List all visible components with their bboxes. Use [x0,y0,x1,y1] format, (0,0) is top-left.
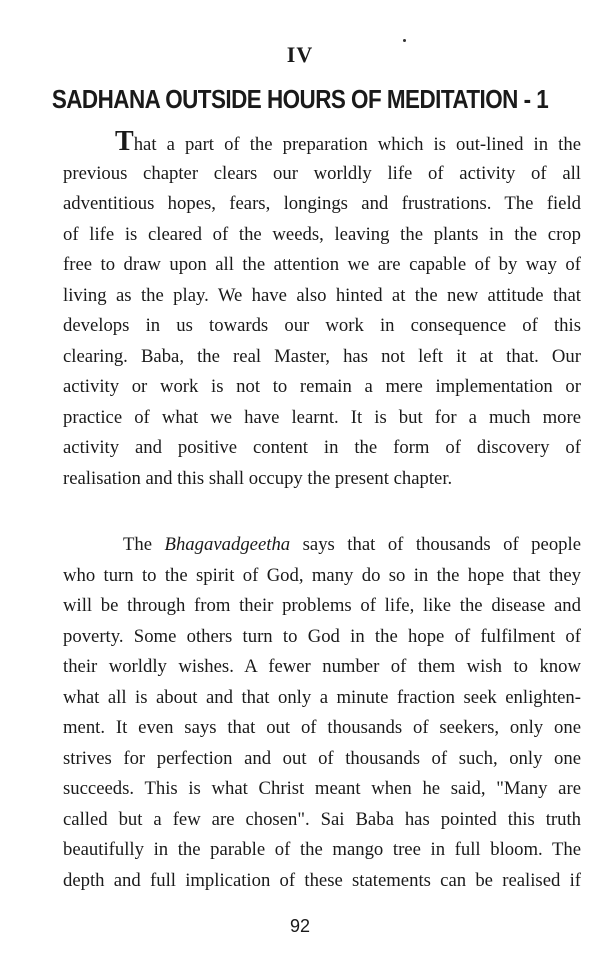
line-text: says that of thousands of people [290,534,581,555]
paragraph-line: realisation and this shall occupy the present chapter. [63,467,453,489]
paragraph-line: of life is cleared of the weeds, leaving the plants in the crop [63,223,581,245]
paragraph-line: ment. It even says that out of thousands of seekers, only one [63,717,581,738]
line-text: hat a part of the preparation which is out-lined in the [133,134,581,155]
paragraph-line [63,128,581,159]
paragraph-line: their worldly wishes. A fewer number of them wish to know [63,656,581,677]
drop-cap: T [115,126,134,157]
paragraph-line: succeeds. This is what Christ meant when he said, "Many are [63,778,581,799]
paragraph-line: who turn to the spirit of God, many do so in the hope that they [63,564,581,586]
chapter-title: SADHANA OUTSIDE HOURS OF MEDITATION - 1 [51,86,549,114]
paragraph-line: beautifully in the parable of the mango tree in full bloom. The [63,839,581,860]
paragraph-line: adventitious hopes, fears, longings and frustrations. The field [63,193,581,214]
paragraph-line: activity and positive content in the form of discovery of [63,437,581,458]
paragraph-line: clearing. Baba, the real Master, has not left it at that. Our [63,345,581,367]
paragraph-line [63,530,581,561]
paragraph-line: develops in us towards our work in consequence of this [63,315,581,336]
paragraph-1 [63,128,581,494]
paragraph-2 [63,530,581,896]
paragraph-line: living as the play. We have also hinted at the new attitude that [63,284,581,306]
paragraph-line: practice of what we have learnt. It is but for a much more [63,406,581,428]
paragraph-line: poverty. Some others turn to God in the hope of fulfilment of [63,625,581,647]
paragraph-line: depth and full implication of these statements can be realised if [63,869,581,891]
page-number: 92 [289,916,311,936]
paragraph-line: called but a few are chosen". Sai Baba has pointed this truth [63,808,581,830]
paragraph-line: previous chapter clears our worldly life of activity of all [63,162,581,184]
paragraph-line: free to draw upon all the attention we are capable of by way of [63,254,581,275]
paragraph-line: activity or work is not to remain a mere implementation or [63,376,581,397]
line-text: The [123,534,165,555]
paragraph-line: what all is about and that only a minute fraction seek enlighten- [63,686,581,708]
paragraph-line: strives for perfection and out of thousands of such, only one [63,747,581,769]
paragraph-line: will be through from their problems of life, like the disease and [63,595,581,616]
book-title-italic: Bhagavadgeetha [164,534,291,555]
chapter-number: IV [286,42,314,67]
